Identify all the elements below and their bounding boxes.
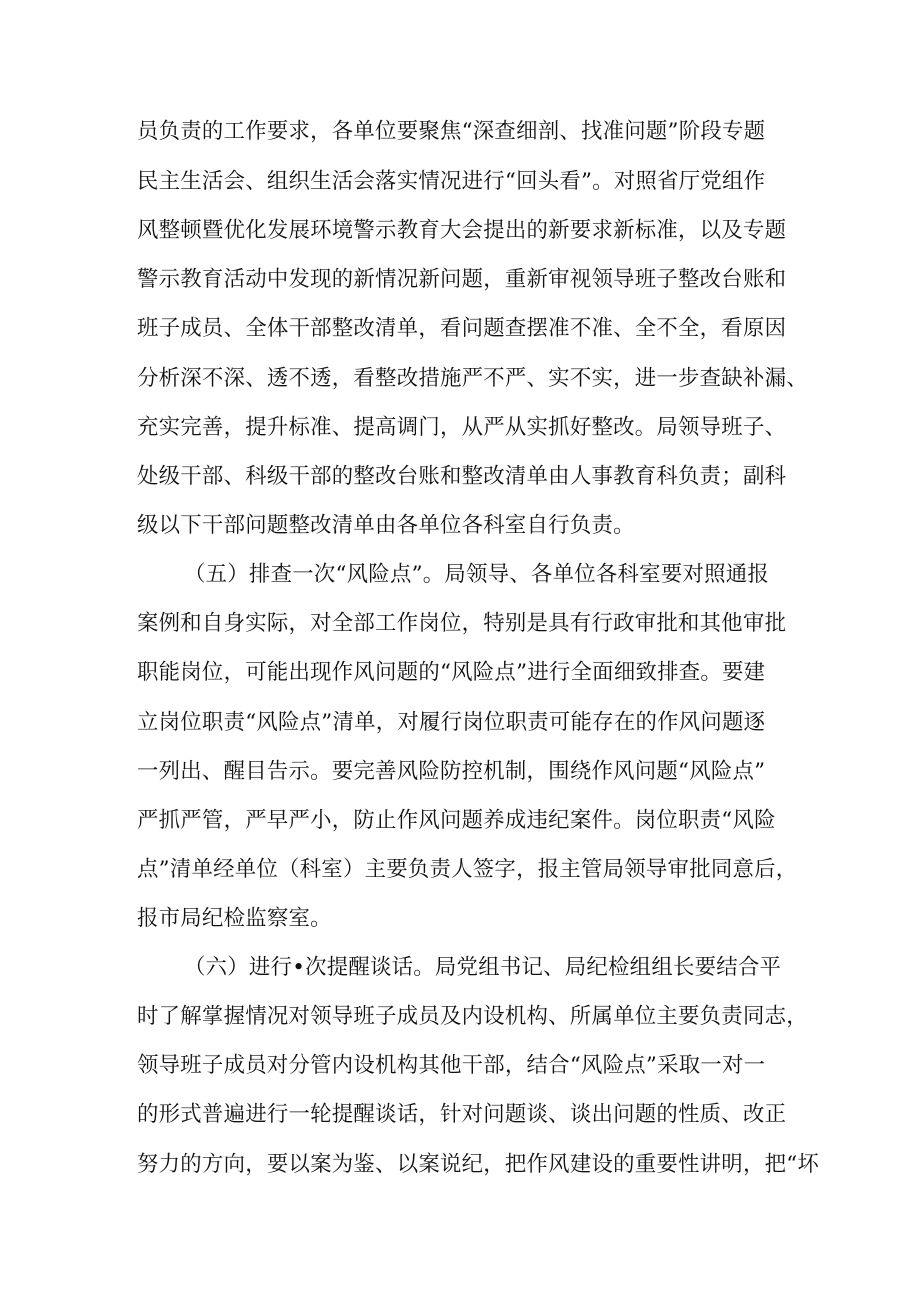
- paragraph-3-line-5: 努力的方向，要以案为鉴、以案说纪，把作风建设的重要性讲明，把“坏: [137, 1152, 820, 1177]
- paragraph-2-line-6: 严抓严管，严早严小，防止作风问题养成违纪案件。岗位职责“风险: [137, 808, 776, 833]
- paragraph-1-line-7: 充实完善，提升标准、提高调门，从严从实抓好整改。局领导班子、: [137, 415, 787, 440]
- paragraph-2-line-4: 立岗位职责“风险点”清单，对履行岗位职责可能存在的作风问题逐: [137, 710, 766, 735]
- paragraph-1-line-5: 班子成员、全体干部整改清单，看问题查摆准不准、全不全，看原因: [137, 316, 787, 341]
- paragraph-2-line-2: 案例和自身实际，对全部工作岗位，特别是具有行政审批和其他审批: [137, 611, 787, 636]
- paragraph-2-line-3: 职能岗位，可能出现作风问题的“风险点”进行全面细致排查。要建: [137, 660, 766, 685]
- paragraph-1-line-9: 级以下干部问题整改清单由各单位各科室自行负责。: [137, 513, 635, 538]
- paragraph-3-line-4: 的形式普遍进行一轮提醒谈话，针对问题谈、谈出问题的性质、改正: [137, 1102, 787, 1127]
- paragraph-1-line-1: 员负责的工作要求，各单位要聚焦“深查细剖、找准问题”阶段专题: [137, 119, 766, 144]
- paragraph-2-line-8: 报市局纪检监察室。: [137, 906, 332, 931]
- paragraph-2-line-5: 一列出、醒目告示。要完善风险防控机制，围绕作风问题“风险点”: [137, 759, 766, 784]
- paragraph-2-line-7: 点”清单经单位（科室）主要负责人签字，报主管局领导审批同意后，: [137, 857, 798, 882]
- paragraph-1-line-8: 处级干部、科级干部的整改台账和整改清单由人事教育科负责；副科: [137, 464, 787, 489]
- paragraph-1-line-6: 分析深不深、透不透，看整改措施严不严、实不实，进一步查缺补漏、: [137, 366, 808, 391]
- paragraph-3-line-1: （六）进行•次提醒谈话。局党组书记、局纪检组组长要结合平: [184, 955, 782, 980]
- paragraph-1-line-3: 风整顿暨优化发展环境警示教育大会提出的新要求新标准，以及专题: [137, 218, 787, 243]
- paragraph-3-line-2: 时了解掌握情况对领导班子成员及内设机构、所属单位主要负责同志，: [137, 1004, 808, 1029]
- paragraph-3-line-3: 领导班子成员对分管内设机构其他干部，结合“风险点”采取一对一: [137, 1053, 766, 1078]
- paragraph-2-line-1: （五）排查一次“风险点”。局领导、各单位各科室要对照通报: [184, 562, 770, 587]
- paragraph-1-line-2: 民主生活会、组织生活会落实情况进行“回头看”。对照省厅党组作: [137, 169, 766, 194]
- paragraph-1-line-4: 警示教育活动中发现的新情况新问题，重新审视领导班子整改台账和: [137, 267, 787, 292]
